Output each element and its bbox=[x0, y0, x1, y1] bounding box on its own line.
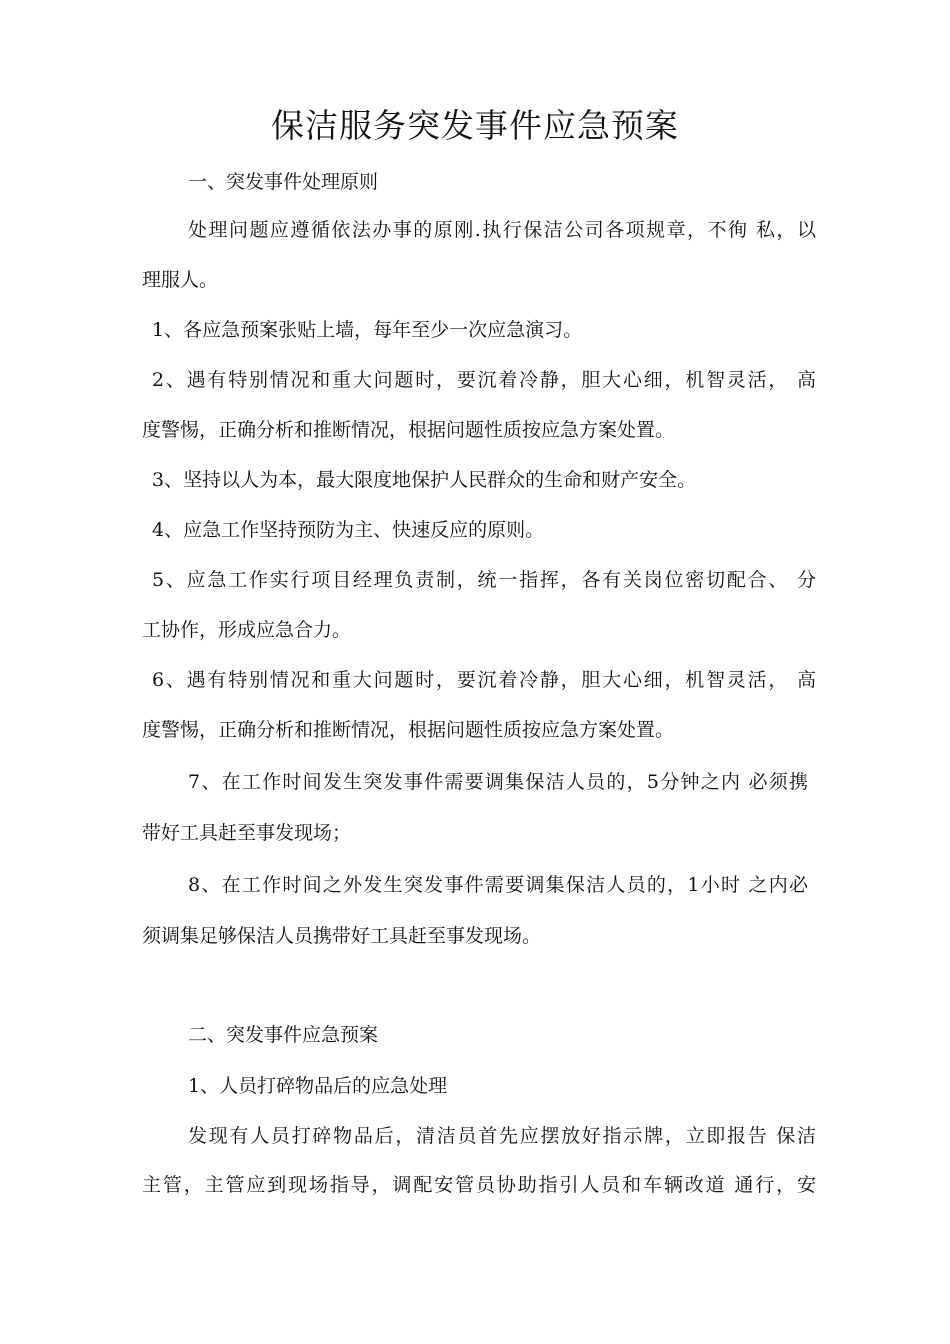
subsection-1-heading: 1、人员打碎物品后的应急处理 bbox=[188, 1075, 448, 1097]
item-1: 1、各应急预案张贴上墙，每年至少一次应急演习。 bbox=[152, 319, 583, 341]
intro-line-1: 处理问题应遵循依法办事的原刚.执行保洁公司各项规章，不徇 私，以 bbox=[188, 219, 816, 241]
item-5-line-2: 工协作，形成应急合力。 bbox=[142, 619, 352, 641]
section1-heading: 一、突发事件处理原则 bbox=[188, 171, 379, 193]
item-2-line-2: 度警惕，正确分析和推断情况，根据问题性质按应急方案处置。 bbox=[142, 419, 675, 441]
item-7-line-1: 7、在工作时间发生突发事件需要调集保洁人员的，5分钟之内 必须携 bbox=[188, 771, 808, 793]
item-4: 4、应急工作坚持预防为主、快速反应的原则。 bbox=[152, 519, 545, 541]
item-6-line-2: 度警惕，正确分析和推断情况，根据问题性质按应急方案处置。 bbox=[142, 719, 675, 741]
subsection-1-line-2: 主管，主管应到现场指导，调配安管员协助指引人员和车辆改道 通行，安 bbox=[142, 1174, 816, 1196]
intro-line-2: 理服人。 bbox=[142, 269, 219, 291]
document-title: 保洁服务突发事件应急预案 bbox=[271, 106, 679, 145]
item-8-line-2: 须调集足够保洁人员携带好工具赶至事发现场。 bbox=[142, 925, 542, 947]
item-6-line-1: 6、遇有特别情况和重大问题时，要沉着冷静，胆大心细，机智灵活， 高 bbox=[152, 669, 816, 691]
item-8-line-1: 8、在工作时间之外发生突发事件需要调集保洁人员的，1小时 之内必 bbox=[188, 874, 808, 896]
subsection-1-line-1: 发现有人员打碎物品后，清洁员首先应摆放好指示牌，立即报告 保洁 bbox=[188, 1125, 816, 1147]
section2-heading: 二、突发事件应急预案 bbox=[188, 1024, 379, 1046]
item-3: 3、坚持以人为本，最大限度地保护人民群众的生命和财产安全。 bbox=[152, 469, 697, 491]
item-7-line-2: 带好工具赶至事发现场； bbox=[142, 822, 352, 844]
item-2-line-1: 2、遇有特别情况和重大问题时，要沉着冷静，胆大心细，机智灵活， 高 bbox=[152, 369, 816, 391]
item-5-line-1: 5、应急工作实行项目经理负责制，统一指挥，各有关岗位密切配合、 分 bbox=[152, 569, 816, 591]
